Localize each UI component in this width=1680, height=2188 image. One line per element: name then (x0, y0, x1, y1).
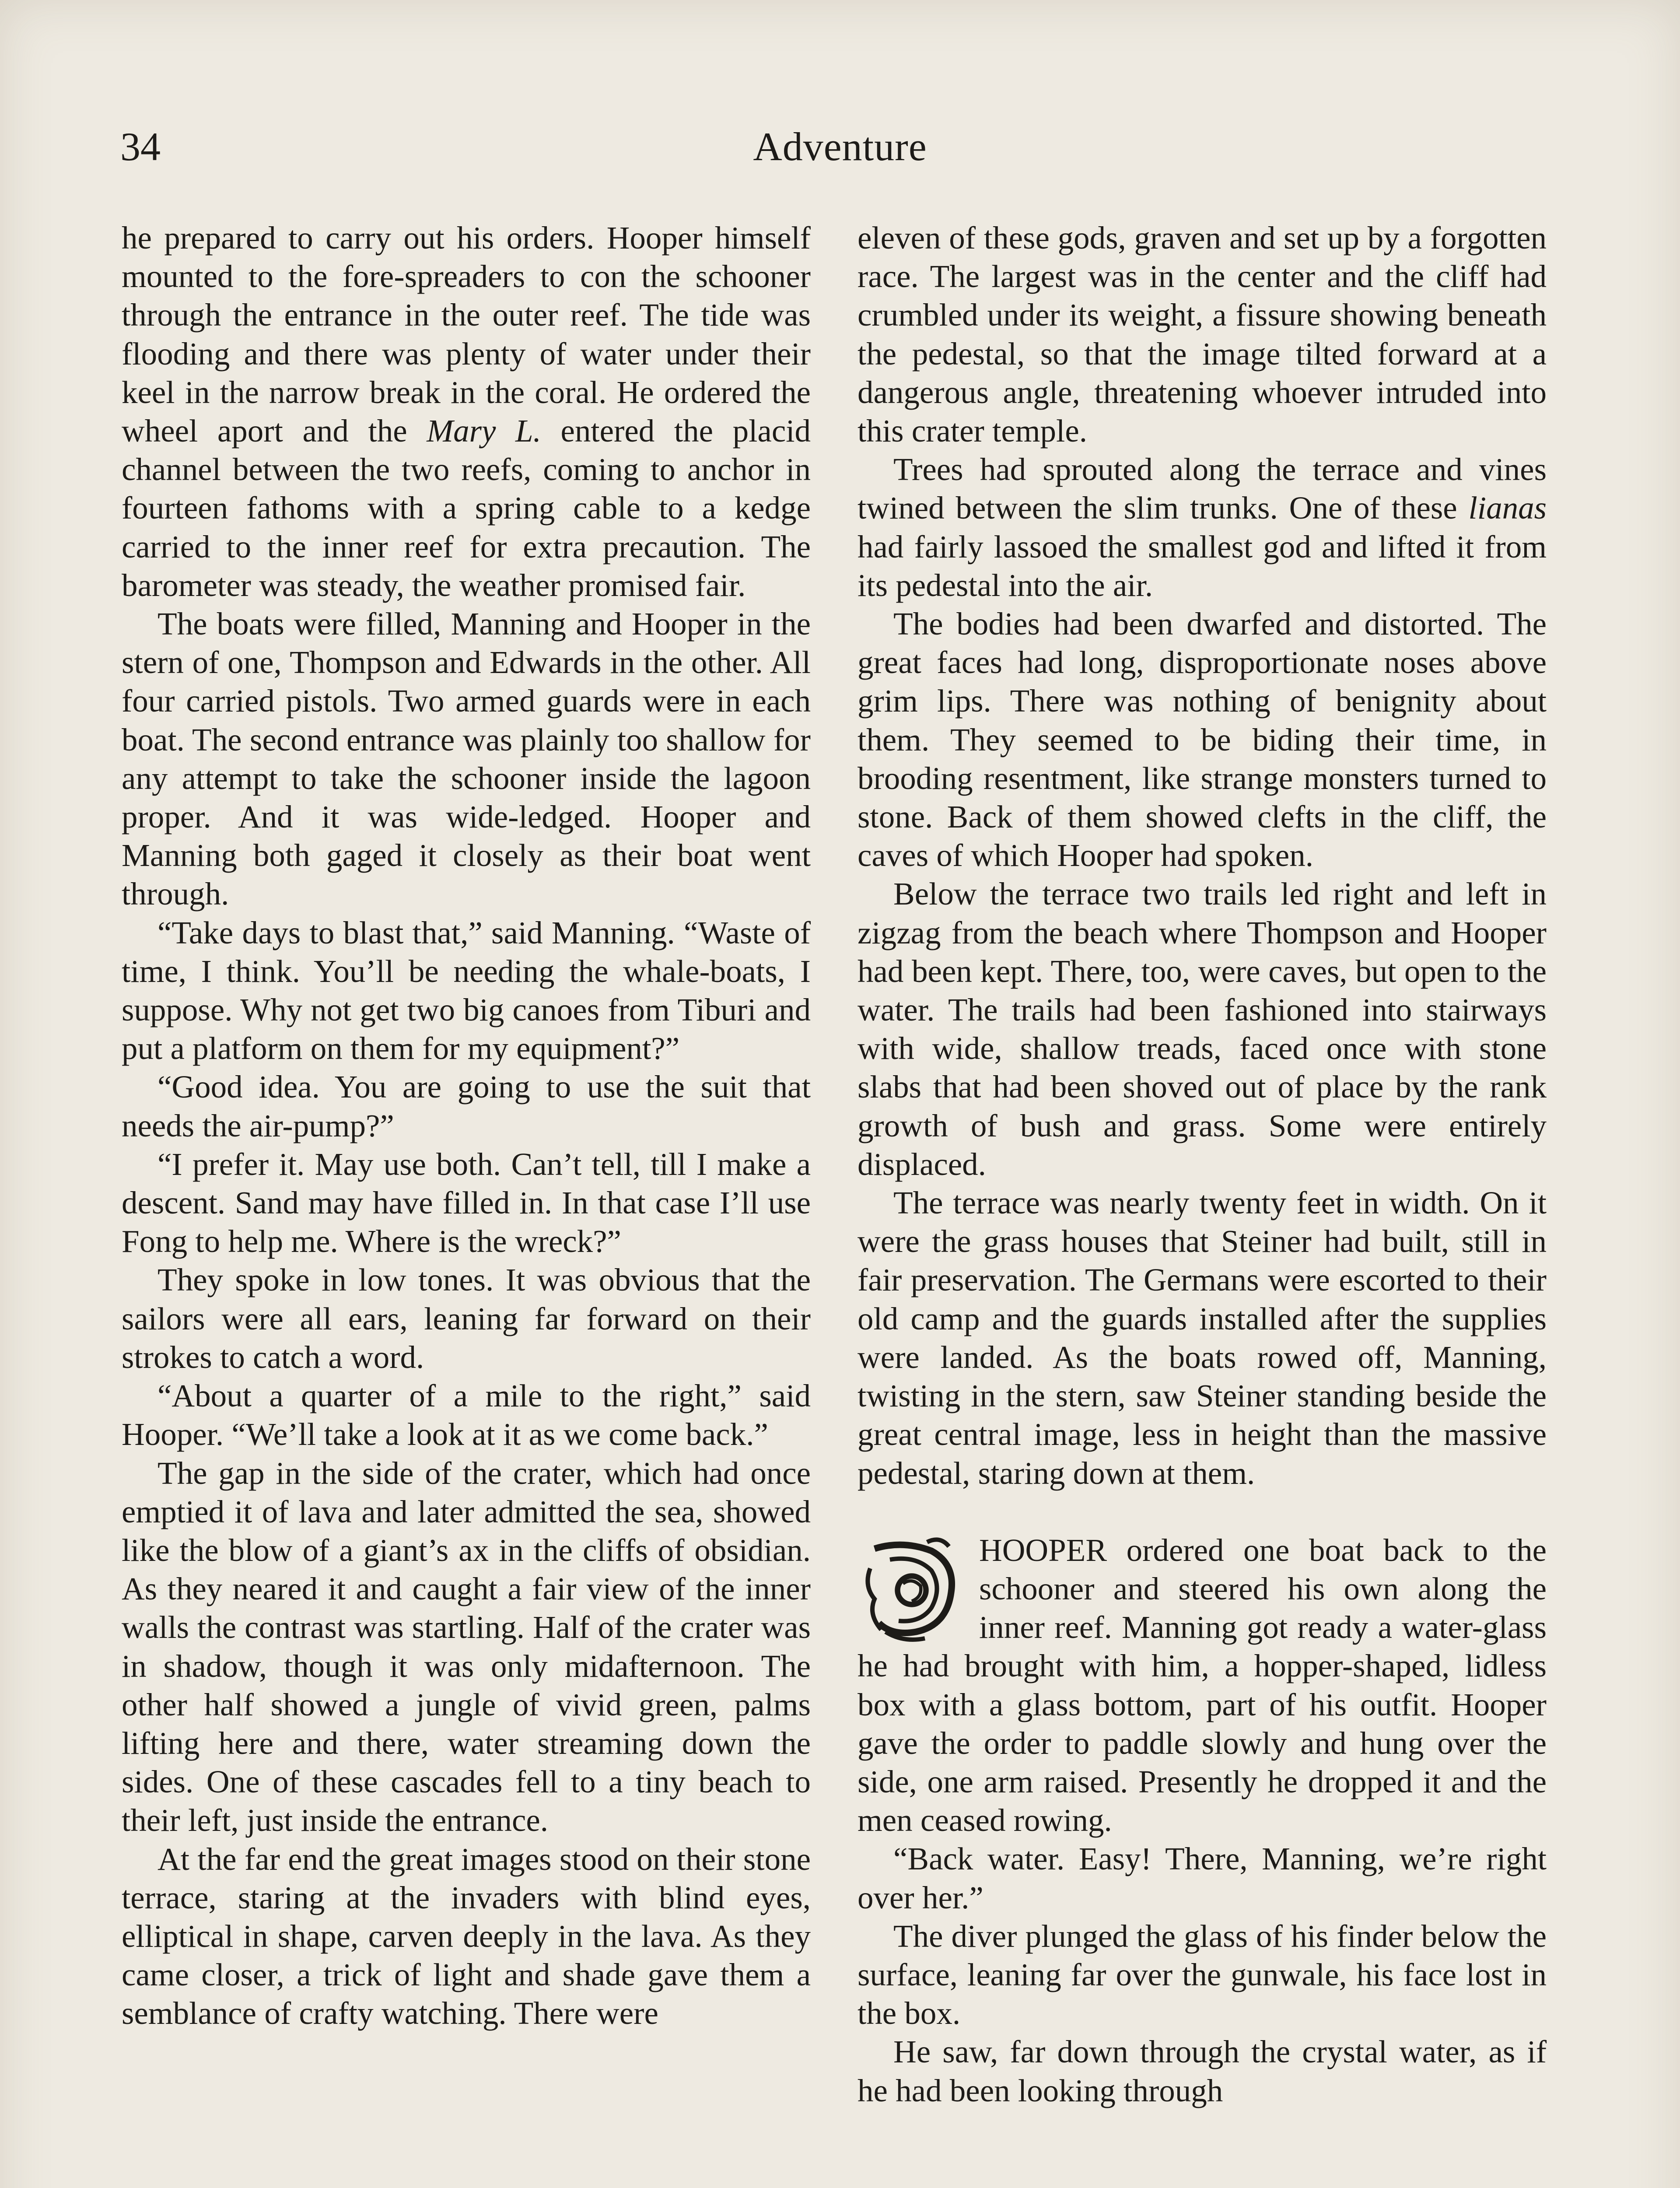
italic-word: lianas (1468, 490, 1547, 526)
running-title: Adventure (753, 124, 927, 169)
paragraph: The boats were filled, Manning and Hooper in the stern of one, Thompson and Edwards in the other. All four carried pistols. Two armed guards were in each boat. The second entrance was plainly too shallow for any attempt to take the schooner inside the lagoon proper. And it was wide-ledged. Hooper and Manning both gaged it closely as their boat went through. (122, 606, 811, 912)
ornamental-drop-cap-icon (855, 1536, 973, 1645)
paragraph: The diver plunged the glass of his finder below the surface, leaning far over the gunwale, his face lost in the box. (858, 1918, 1547, 2031)
paragraph: The gap in the side of the crater, which had once emptied it of lava and later admitted the sea, showed like the blow of a giant’s ax in the cliffs of obsidian. As they neared it and caught a fair view of the inner walls the contrast was startling. Half of the crater was in shadow, though it was only midafternoon. The other half showed a jungle of vivid green, palms lifting here and there, water streaming down the sides. One of these cascades fell to a tiny beach to their left, just inside the entrance. (122, 1455, 811, 1838)
paragraph: The terrace was nearly twenty feet in width. On it were the grass houses that Steiner had built, still in fair preservation. The Germans were escorted to their old camp and the guards installed after the supplies were landed. As the boats rowed off, Manning, twisting in the stern, saw Steiner standing beside the great central image, less in height than the massive pedestal, staring down at them. (858, 1185, 1547, 1491)
paragraph: The bodies had been dwarfed and distorted. The great faces had long, disproportionate noses above grim lips. There was nothing of benignity about them. They seemed to be biding their time, in brooding resentment, like strange monsters turned to stone. Back of them showed clefts in the cliff, the caves of which Hooper had spoken. (858, 606, 1547, 873)
right-column (858, 219, 1547, 2110)
paragraph: he prepared to carry out his orders. Hooper himself mounted to the fore-spreaders to con the schooner through the entrance in the outer reef. The tide was flooding and there was plenty of water under their keel in the narrow break in the coral. He ordered the wheel aport and the Mary L. entered the placid channel between the two reefs, coming to anchor in fourteen fathoms with a spring cable to a kedge carried to the inner reef for extra precaution. The barometer was steady, the weather promised fair. (122, 220, 811, 603)
paragraph: “I prefer it. May use both. Can’t tell, till I make a descent. Sand may have filled in. In that case I’ll use Fong to help me. Where is the wreck?” (122, 1146, 811, 1259)
paragraph: “Back water. Easy! There, Manning, we’re right over her.” (858, 1841, 1547, 1915)
paragraph: “Take days to blast that,” said Manning. “Waste of time, I think. You’ll be needing the whale-boats, I suppose. Why not get two big canoes from Tiburi and put a platform on them for my equipment?” (122, 915, 811, 1066)
paragraph: Below the terrace two trails led right and left in zigzag from the beach where Thompson and Hooper had been kept. There, too, were caves, but open to the water. The trails had been fashioned into stairways with wide, shallow treads, faced once with stone slabs that had been shoved out of place by the rank growth of bush and grass. Some were entirely displaced. (858, 876, 1547, 1182)
paragraph: Trees had sprouted along the terrace and vines twined between the slim trunks. One of these lianas had fairly lassoed the smallest god and lifted it from its pedestal into the air. (858, 452, 1547, 603)
paragraph: “Good idea. You are going to use the suit that needs the air-pump?” (122, 1069, 811, 1143)
page-number: 34 (120, 124, 161, 169)
paragraph: At the far end the great images stood on their stone terrace, staring at the invaders with blind eyes, elliptical in shape, carven deeply in the lava. As they came closer, a trick of light and shade gave them a semblance of crafty watching. There were (122, 1841, 811, 2031)
ship-name: Mary L. (427, 413, 541, 449)
left-column (122, 219, 811, 2033)
paragraph: They spoke in low tones. It was obvious that the sailors were all ears, leaning far forward on their strokes to catch a word. (122, 1262, 811, 1375)
section-start-paragraph: HOOPER ordered one boat back to the schooner and steered his own along the inner reef. Manning got ready a water-glass he had brought with him, a hopper-shaped, lidless box with a glass bottom, part of his outfit. Hooper gave the order to paddle slowly and hung over the side, one arm raised. Presently he dropped it and the men ceased rowing. (858, 1531, 1547, 1840)
paragraph: “About a quarter of a mile to the right,” said Hooper. “We’ll take a look at it as we come back.” (122, 1378, 811, 1452)
paragraph: He saw, far down through the crystal water, as if he had been looking through (858, 2034, 1547, 2108)
paragraph: eleven of these gods, graven and set up by a forgotten race. The largest was in the center and the cliff had crumbled under its weight, a fissure showing beneath the pedestal, so that the image tilted forward at a dangerous angle, threatening whoever intruded into this crater temple. (858, 220, 1547, 449)
page-header (120, 118, 1560, 175)
